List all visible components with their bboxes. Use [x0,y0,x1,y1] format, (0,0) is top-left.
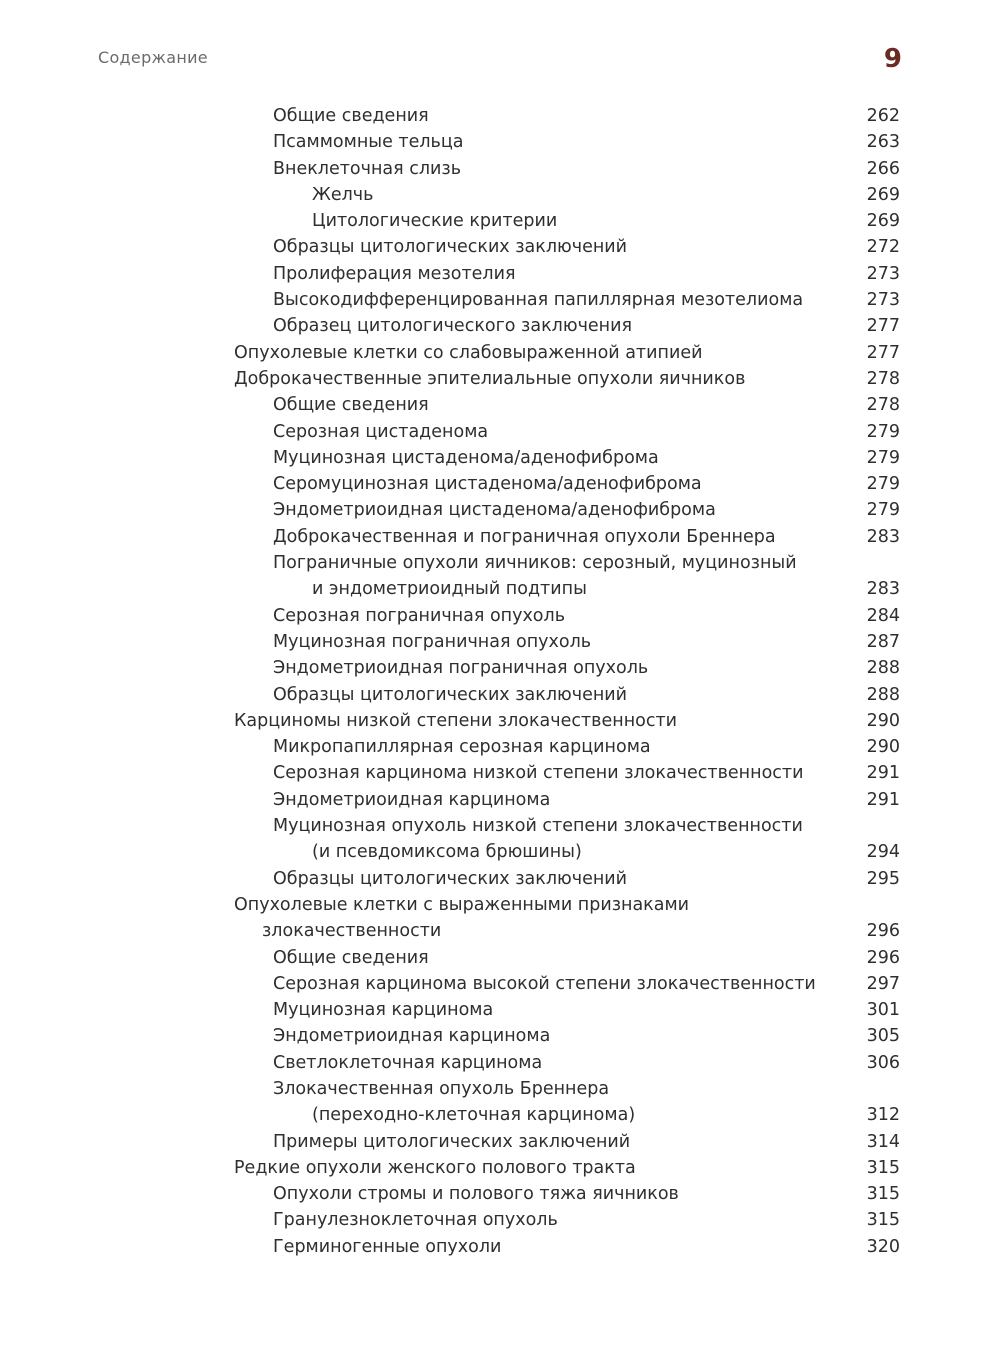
toc-entry-title-continuation: злокачественности [262,921,442,942]
toc-entry-title: Опухолевые клетки с выраженными признаками [234,894,690,915]
toc-entry-title: Внеклеточная слизь [273,158,462,179]
toc-entry [234,760,900,786]
toc-entry-page-number: 320 [866,1236,900,1257]
toc-entry-page-number: 291 [866,789,900,810]
toc-entry-title-continuation: (переходно-клеточная карцинома) [312,1105,636,1126]
toc-entry-page-number: 284 [866,605,900,626]
toc-entry-page-number: 297 [866,973,900,994]
toc-entry-page-number: 279 [866,474,900,495]
toc-entry-page-number: 269 [866,211,900,232]
toc-entry [234,1023,900,1049]
toc-entry [234,1207,900,1233]
toc-entry-page-number: 305 [866,1026,900,1047]
toc-entry-page-number: 314 [866,1131,900,1152]
toc-entry-page-number: 269 [866,184,900,205]
toc-entry-title: Герминогенные опухоли [273,1236,502,1257]
toc-entry-page-number: 273 [866,263,900,284]
toc-entry-page-number: 291 [866,763,900,784]
toc-entry [234,1050,900,1076]
toc-entry-page-number: 262 [866,106,900,126]
toc-entry-title-continuation: и эндометриоидный подтипы [312,579,587,600]
toc-entry-page-number: 279 [866,447,900,468]
toc-entry-title: Эндометриоидная карцинома [273,1026,551,1047]
toc-entry-title: Серозная карцинома высокой степени злокачественности [273,973,816,994]
toc-entry-title: Серозная цистаденома [273,421,489,442]
toc-entry-title: Серомуцинозная цистаденома/аденофиброма [273,474,702,495]
toc-entry-page-number: 278 [866,395,900,416]
toc-entry-page-number: 295 [866,868,900,889]
toc-entry [234,1129,900,1155]
toc-entry-title: Муцинозная цистаденома/аденофиброма [273,447,659,468]
toc-entry [234,1234,900,1260]
toc-entry-page-number: 290 [866,710,900,731]
toc-entry [234,182,900,208]
toc-entry-page-number: 279 [866,421,900,442]
toc-entry-title: Общие сведения [273,106,429,126]
toc-entry-title: Общие сведения [273,395,429,416]
toc-entry-title: Микропапиллярная серозная карцинома [273,737,651,758]
toc-entry-title: Образцы цитологических заключений [273,868,628,889]
toc-entry-page-number: 266 [866,158,900,179]
toc-entry [234,1181,900,1207]
toc-entry-page-number: 288 [866,684,900,705]
toc-entry-page-number: 312 [866,1105,900,1126]
toc-entry-title: Серозная пограничная опухоль [273,605,566,626]
toc-entry-page-number: 277 [866,316,900,337]
toc-entry-title: Эндометриоидная пограничная опухоль [273,658,649,679]
toc-entry-title: Желчь [312,184,374,205]
toc-entry [234,629,900,655]
toc-entry-title: Злокачественная опухоль Бреннера [273,1078,610,1099]
running-title: Содержание [98,48,208,67]
toc-entry [234,471,900,497]
toc-entry-page-number: 296 [866,947,900,968]
toc-entry-title: Доброкачественная и пограничная опухоли Бреннера [273,526,776,547]
table-of-contents [234,103,900,1260]
toc-entry [234,103,900,129]
toc-entry-title: Образцы цитологических заключений [273,684,628,705]
toc-entry-title: Образцы цитологических заключений [273,237,628,258]
toc-entry-page-number: 294 [866,842,900,863]
toc-entry-page-number: 273 [866,290,900,311]
toc-entry-page-number: 263 [866,132,900,153]
toc-entry [234,156,900,182]
toc-entry-title: Муцинозная карцинома [273,1000,494,1021]
toc-entry [234,234,900,260]
toc-entry-page-number: 306 [866,1052,900,1073]
toc-entry-page-number: 287 [866,631,900,652]
toc-entry [234,550,900,603]
toc-entry-title: Редкие опухоли женского полового тракта [234,1157,636,1178]
toc-entry-title: Опухолевые клетки со слабовыраженной атипией [234,342,703,363]
toc-entry [234,287,900,313]
toc-entry [234,682,900,708]
toc-entry-page-number: 288 [866,658,900,679]
toc-entry [234,971,900,997]
toc-entry [234,945,900,971]
toc-entry-title: Высокодифференцированная папиллярная мезотелиома [273,290,804,311]
toc-entry [234,208,900,234]
toc-entry [234,366,900,392]
toc-entry [234,734,900,760]
toc-entry [234,313,900,339]
toc-entry [234,866,900,892]
toc-entry-title-continuation: (и псевдомиксома брюшины) [312,842,582,863]
toc-entry-page-number: 315 [866,1184,900,1205]
toc-entry-page-number: 315 [866,1210,900,1231]
toc-entry [234,340,900,366]
toc-entry [234,655,900,681]
toc-entry [234,445,900,471]
toc-entry-page-number: 277 [866,342,900,363]
toc-entry-title: Серозная карцинома низкой степени злокачественности [273,763,804,784]
toc-entry-page-number: 290 [866,737,900,758]
toc-entry-title: Эндометриоидная цистаденома/аденофиброма [273,500,716,521]
toc-entry-title: Образец цитологического заключения [273,316,633,337]
toc-entry-page-number: 279 [866,500,900,521]
toc-entry-title: Эндометриоидная карцинома [273,789,551,810]
toc-entry-page-number: 296 [866,921,900,942]
toc-entry [234,1076,900,1129]
toc-entry-title: Светлоклеточная карцинома [273,1052,543,1073]
toc-entry [234,892,900,945]
toc-entry-page-number: 283 [866,526,900,547]
toc-entry [234,392,900,418]
toc-entry-title: Псаммомные тельца [273,132,464,153]
toc-entry [234,129,900,155]
toc-entry-page-number: 278 [866,368,900,389]
toc-entry-title: Пограничные опухоли яичников: серозный, муцинозный [273,553,797,574]
page-number: 9 [883,44,902,74]
toc-entry-title: Доброкачественные эпителиальные опухоли яичников [234,368,746,389]
toc-entry [234,603,900,629]
toc-entry [234,997,900,1023]
toc-entry-title: Муцинозная пограничная опухоль [273,631,592,652]
toc-entry-title: Муцинозная опухоль низкой степени злокачественности [273,816,803,837]
toc-entry-page-number: 272 [866,237,900,258]
toc-entry-title: Опухоли стромы и полового тяжа яичников [273,1184,679,1205]
toc-entry-page-number: 283 [866,579,900,600]
toc-entry [234,1155,900,1181]
toc-entry-title: Примеры цитологических заключений [273,1131,631,1152]
toc-entry [234,419,900,445]
toc-entry [234,813,900,866]
toc-entry-page-number: 301 [866,1000,900,1021]
toc-entry-title: Цитологические критерии [312,211,558,232]
toc-entry-title: Карциномы низкой степени злокачественности [234,710,678,731]
toc-entry [234,708,900,734]
toc-entry [234,497,900,523]
toc-entry-title: Гранулезноклеточная опухоль [273,1210,558,1231]
toc-entry [234,261,900,287]
toc-entry [234,524,900,550]
toc-entry-page-number: 315 [866,1157,900,1178]
toc-entry [234,787,900,813]
toc-entry-title: Пролиферация мезотелия [273,263,516,284]
toc-entry-title: Общие сведения [273,947,429,968]
